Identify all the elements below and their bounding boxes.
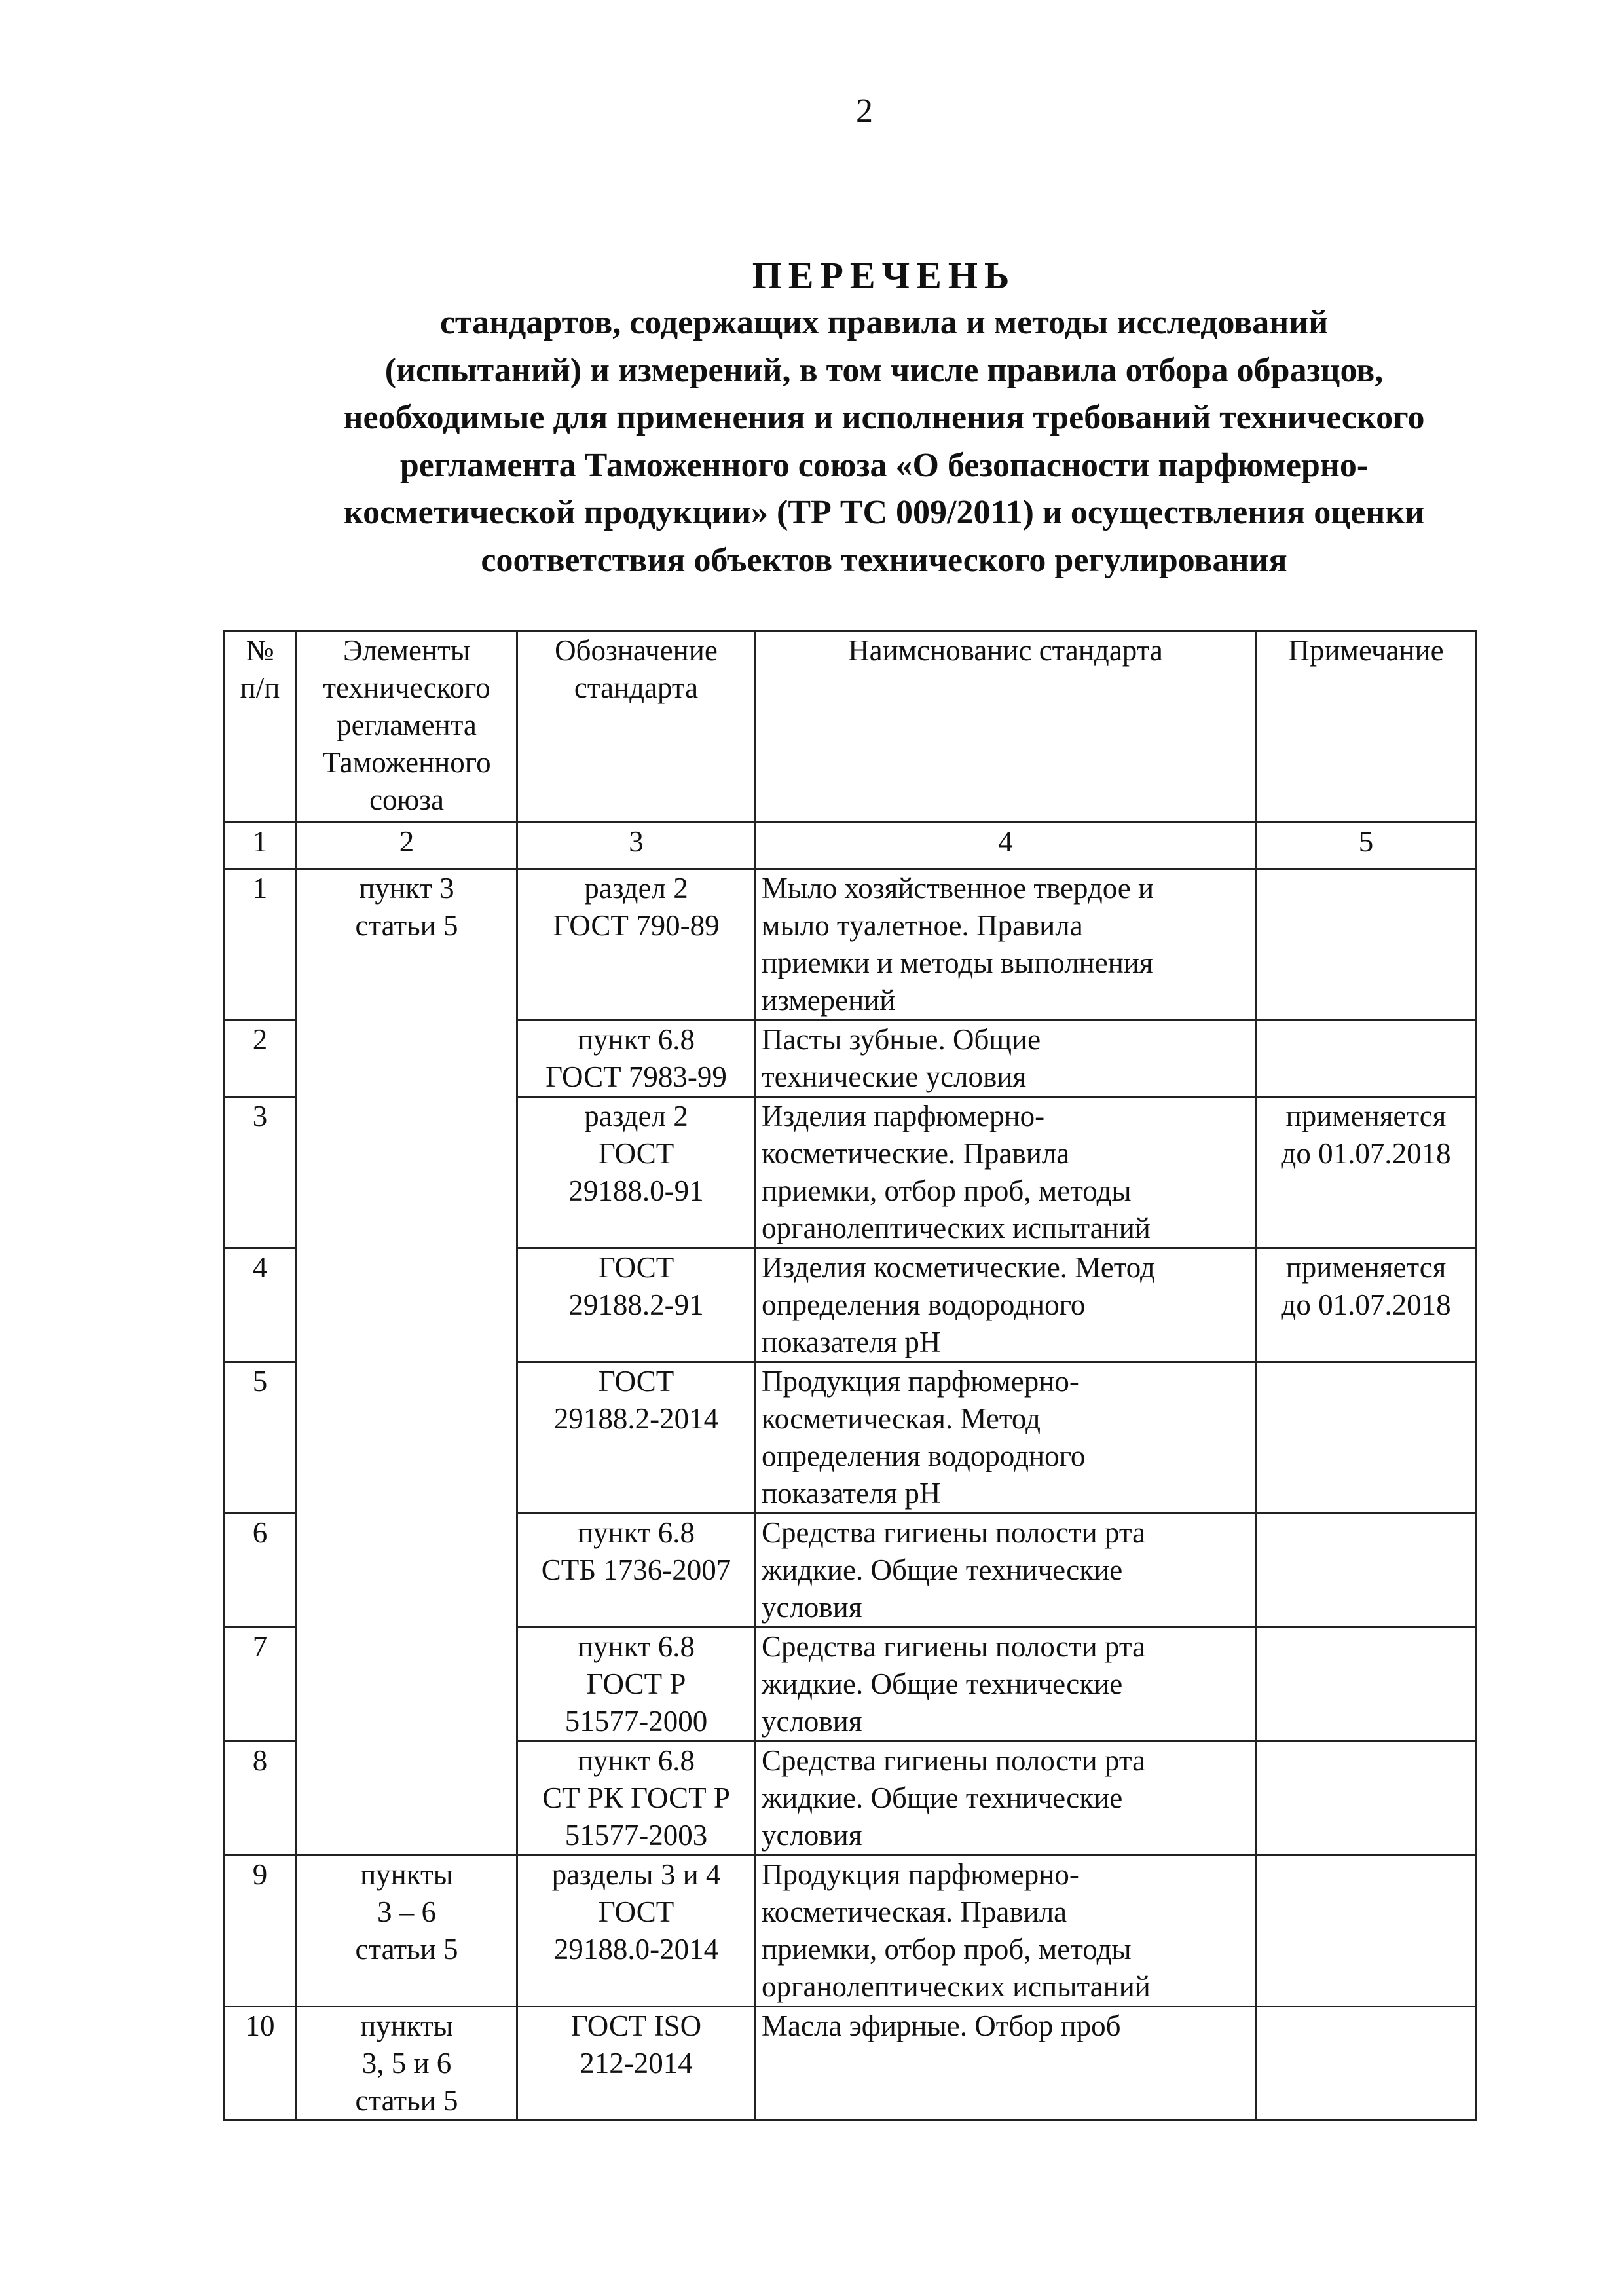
row-number-cell: 2 (224, 1020, 297, 1097)
table-row (224, 2007, 1477, 2121)
cell-line: 212-2014 (580, 2047, 693, 2080)
standard-name-cell (756, 1248, 1256, 1362)
cell-line: жидкие. Общие технические (762, 1782, 1123, 1814)
cell-line: статьи 5 (355, 2084, 458, 2117)
column-number: 4 (756, 823, 1256, 869)
cell-line: пункт 6.8 (577, 1516, 695, 1549)
standard-designation-cell (517, 2007, 756, 2121)
cell-line: условия (762, 1819, 862, 1852)
document-heading (216, 252, 1552, 584)
cell-line: показателя рН (762, 1477, 941, 1510)
standard-designation-cell (517, 1097, 756, 1248)
cell-line: ГОСТ (598, 1137, 674, 1170)
cell-line: 3 – 6 (377, 1895, 436, 1928)
cell-line: определения водородного (762, 1288, 1086, 1321)
cell-line: до 01.07.2018 (1281, 1288, 1451, 1321)
cell-line: применяется (1285, 1251, 1447, 1284)
cell-line: измерений (762, 984, 896, 1017)
cell-line: раздел 2 (584, 872, 688, 905)
row-number-cell: 10 (224, 2007, 297, 2121)
cell-line: определения водородного (762, 1440, 1086, 1472)
cell-line: пункты (360, 2009, 453, 2042)
standard-designation-cell (517, 1514, 756, 1628)
note-cell (1256, 869, 1477, 1020)
row-number-cell: 6 (224, 1514, 297, 1628)
column-number: 2 (297, 823, 517, 869)
standard-name-cell (756, 1020, 1256, 1097)
note-cell (1256, 1514, 1477, 1628)
cell-line: косметическая. Метод (762, 1402, 1041, 1435)
cell-line: Изделия косметические. Метод (762, 1251, 1155, 1284)
cell-line: пункты (360, 1858, 453, 1891)
cell-line: жидкие. Общие технические (762, 1554, 1123, 1586)
cell-line: 3, 5 и 6 (361, 2047, 452, 2080)
cell-line: косметические. Правила (762, 1137, 1070, 1170)
header-num (224, 631, 297, 823)
note-cell (1256, 1020, 1477, 1097)
subtitle-line: соответствия объектов технического регулирования (481, 541, 1287, 579)
cell-line: ГОСТ 790-89 (553, 909, 720, 942)
cell-line: приемки и методы выполнения (762, 946, 1153, 979)
cell-line: пункт 6.8 (577, 1630, 695, 1663)
cell-line: 51577-2000 (564, 1705, 708, 1738)
regulation-element-cell (297, 2007, 517, 2121)
cell-line: статьи 5 (355, 909, 458, 942)
cell-line: Средства гигиены полости рта (762, 1630, 1146, 1663)
cell-line: ГОСТ ISO (570, 2009, 702, 2042)
column-number: 1 (224, 823, 297, 869)
cell-line: Средства гигиены полости рта (762, 1744, 1146, 1777)
header-line: № (246, 634, 274, 667)
column-number: 3 (517, 823, 756, 869)
standard-name-cell (756, 2007, 1256, 2121)
table-header-row (224, 631, 1477, 823)
header-note (1256, 631, 1477, 823)
cell-line: СТ РК ГОСТ Р (542, 1782, 730, 1814)
cell-line: пункт 6.8 (577, 1023, 695, 1056)
header-line: технического (323, 671, 490, 704)
regulation-element-cell (297, 869, 517, 1856)
cell-line: СТБ 1736-2007 (541, 1554, 731, 1586)
cell-line: жидкие. Общие технические (762, 1668, 1123, 1700)
subtitle-line: регламента Таможенного союза «О безопасности парфюмерно- (399, 446, 1369, 484)
cell-line: Масла эфирные. Отбор проб (762, 2009, 1121, 2042)
note-cell (1256, 1362, 1477, 1514)
cell-line: условия (762, 1591, 862, 1624)
cell-line: косметическая. Правила (762, 1895, 1067, 1928)
subtitle-line: необходимые для применения и исполнения требований технического (343, 399, 1425, 436)
cell-line: Мыло хозяйственное твердое и (762, 872, 1154, 905)
table-row (224, 869, 1477, 1020)
cell-line: ГОСТ (598, 1895, 674, 1928)
cell-line: ГОСТ Р (586, 1668, 686, 1700)
table-row (224, 1856, 1477, 2007)
cell-line: Средства гигиены полости рта (762, 1516, 1146, 1549)
cell-line: ГОСТ (598, 1365, 674, 1398)
cell-line: приемки, отбор проб, методы (762, 1174, 1132, 1207)
standard-designation-cell (517, 1020, 756, 1097)
note-cell (1256, 1742, 1477, 1856)
cell-line: 29188.2-91 (568, 1288, 704, 1321)
note-cell (1256, 1248, 1477, 1362)
header-line: Таможенного (322, 746, 491, 779)
subtitle-line: косметической продукции» (ТР ТС 009/2011) и осуществления оценки (343, 494, 1425, 531)
standard-designation-cell (517, 1742, 756, 1856)
cell-line: Изделия парфюмерно- (762, 1100, 1045, 1132)
cell-line: пункт 3 (359, 872, 454, 905)
cell-line: раздел 2 (584, 1100, 688, 1132)
header-element (297, 631, 517, 823)
cell-line: мыло туалетное. Правила (762, 909, 1083, 942)
standard-name-cell (756, 1742, 1256, 1856)
document-subtitle (216, 299, 1552, 584)
regulation-element-cell (297, 1856, 517, 2007)
cell-line: технические условия (762, 1060, 1027, 1093)
standard-designation-cell (517, 1362, 756, 1514)
row-number-cell: 5 (224, 1362, 297, 1514)
note-cell (1256, 1097, 1477, 1248)
header-designation (517, 631, 756, 823)
table-body (224, 869, 1477, 2121)
header-line: Наимснованис стандарта (848, 634, 1163, 667)
standard-designation-cell (517, 869, 756, 1020)
header-line: п/п (240, 671, 280, 704)
header-line: Обозначение (555, 634, 718, 667)
cell-line: 29188.0-91 (568, 1174, 704, 1207)
cell-line: органолептических испытаний (762, 1212, 1151, 1244)
row-number-cell: 7 (224, 1628, 297, 1742)
row-number-cell: 9 (224, 1856, 297, 2007)
cell-line: ГОСТ (598, 1251, 674, 1284)
row-number-cell: 3 (224, 1097, 297, 1248)
standard-name-cell (756, 1362, 1256, 1514)
row-number-cell: 4 (224, 1248, 297, 1362)
cell-line: 29188.0-2014 (553, 1933, 719, 1966)
standard-name-cell (756, 1856, 1256, 2007)
cell-line: статьи 5 (355, 1933, 458, 1966)
standard-designation-cell (517, 1856, 756, 2007)
cell-line: 51577-2003 (564, 1819, 708, 1852)
cell-line: пункт 6.8 (577, 1744, 695, 1777)
standard-name-cell (756, 869, 1256, 1020)
cell-line: Продукция парфюмерно- (762, 1858, 1079, 1891)
note-cell (1256, 2007, 1477, 2121)
header-line: стандарта (574, 671, 699, 704)
row-number-cell: 1 (224, 869, 297, 1020)
column-number: 5 (1256, 823, 1477, 869)
note-cell (1256, 1856, 1477, 2007)
header-line: Примечание (1288, 634, 1444, 667)
cell-line: до 01.07.2018 (1281, 1137, 1451, 1170)
cell-line: условия (762, 1705, 862, 1738)
cell-line: Продукция парфюмерно- (762, 1365, 1079, 1398)
standard-name-cell (756, 1097, 1256, 1248)
cell-line: 29188.2-2014 (553, 1402, 719, 1435)
header-standard-name (756, 631, 1256, 823)
subtitle-line: (испытаний) и измерений, в том числе правила отбора образцов, (384, 351, 1384, 389)
subtitle-line: стандартов, содержащих правила и методы исследований (439, 304, 1329, 341)
standard-name-cell (756, 1514, 1256, 1628)
cell-line: ГОСТ 7983-99 (545, 1060, 727, 1093)
cell-line: приемки, отбор проб, методы (762, 1933, 1132, 1966)
row-number-cell: 8 (224, 1742, 297, 1856)
page-number: 2 (856, 92, 873, 130)
cell-line: органолептических испытаний (762, 1970, 1151, 2003)
standard-designation-cell (517, 1628, 756, 1742)
note-cell (1256, 1628, 1477, 1742)
column-number-row (224, 823, 1477, 869)
header-line: регламента (337, 709, 477, 741)
cell-line: применяется (1285, 1100, 1447, 1132)
header-line: Элементы (343, 634, 470, 667)
standards-table (223, 630, 1477, 2121)
standard-name-cell (756, 1628, 1256, 1742)
header-line: союза (369, 783, 444, 816)
cell-line: показателя рН (762, 1326, 941, 1358)
document-title: ПЕРЕЧЕНЬ (752, 254, 1016, 297)
standard-designation-cell (517, 1248, 756, 1362)
cell-line: разделы 3 и 4 (551, 1858, 721, 1891)
cell-line: Пасты зубные. Общие (762, 1023, 1041, 1056)
